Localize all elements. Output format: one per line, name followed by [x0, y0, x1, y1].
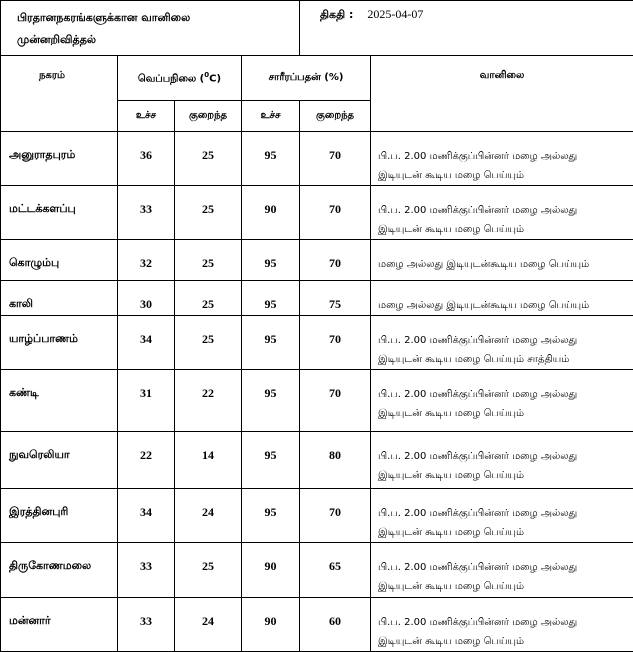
weather-line-2: இடியுடன் கூடிய மழை பெய்யும் [378, 166, 633, 185]
city-name: இரத்தினபுரி [1, 489, 118, 543]
table-row [1, 543, 633, 598]
title-row [1, 1, 633, 56]
weather-line-1: மழை அல்லது இடியுடன்கூடிய மழை பெய்யும் [378, 255, 633, 274]
table-row [1, 240, 633, 281]
weather-description [371, 370, 633, 432]
city-name: மன்னார் [1, 598, 118, 652]
weather-line-1: பி.ப. 2.00 மணிக்குப்பின்னர் மழை அல்லது [378, 613, 633, 632]
humidity-max: 90 [242, 186, 300, 240]
city-name: காலி [1, 281, 118, 316]
table-row [1, 132, 633, 186]
column-header-temperature [118, 56, 242, 101]
date-value: 2025-04-07 [367, 7, 423, 21]
weather-description [371, 598, 633, 652]
humidity-min: 65 [300, 543, 371, 598]
city-name: அனுராதபுரம் [1, 132, 118, 186]
weather-line-1: பி.ப. 2.00 மணிக்குப்பின்னர் மழை அல்லது [378, 504, 633, 523]
humidity-max: 95 [242, 132, 300, 186]
weather-description [371, 186, 633, 240]
table-row [1, 281, 633, 316]
weather-description [371, 132, 633, 186]
subheader-temp-min: குறைந்த [175, 101, 242, 132]
temp-min: 25 [175, 186, 242, 240]
humidity-min: 70 [300, 489, 371, 543]
humidity-min: 70 [300, 186, 371, 240]
humidity-max: 95 [242, 489, 300, 543]
table-row [1, 598, 633, 652]
city-name: கண்டி [1, 370, 118, 432]
weather-line-2: இடியுடன் கூடிய மழை பெய்யும் [378, 577, 633, 596]
weather-line-1: மழை அல்லது இடியுடன்கூடிய மழை பெய்யும் [378, 296, 633, 315]
temp-max: 36 [118, 132, 175, 186]
city-name: மட்டக்களப்பு [1, 186, 118, 240]
temp-max: 34 [118, 489, 175, 543]
humidity-min: 60 [300, 598, 371, 652]
temperature-unit: C) [209, 73, 221, 84]
title-line-2: முன்னறிவித்தல் [17, 33, 96, 46]
header-row [1, 56, 633, 101]
humidity-max: 95 [242, 432, 300, 489]
humidity-min: 70 [300, 370, 371, 432]
humidity-max: 90 [242, 543, 300, 598]
temp-max: 33 [118, 598, 175, 652]
column-header-humidity: சாரீரப்பதன் (%) [242, 56, 371, 101]
temp-min: 14 [175, 432, 242, 489]
humidity-max: 90 [242, 598, 300, 652]
weather-line-1: பி.ப. 2.00 மணிக்குப்பின்னர் மழை அல்லது [378, 558, 633, 577]
title-line-1: பிரதானநகரங்களுக்கான வானிலை [17, 11, 190, 24]
table-row [1, 316, 633, 370]
weather-line-1: பி.ப. 2.00 மணிக்குப்பின்னர் மழை அல்லது [378, 447, 633, 466]
table-row [1, 370, 633, 432]
temp-min: 25 [175, 132, 242, 186]
temperature-degree: 0 [204, 71, 209, 79]
temp-max: 30 [118, 281, 175, 316]
temp-min: 22 [175, 370, 242, 432]
temp-max: 31 [118, 370, 175, 432]
city-name: திருகோணமலை [1, 543, 118, 598]
subheader-temp-max: உச்ச [118, 101, 175, 132]
weather-line-1: பி.ப. 2.00 மணிக்குப்பின்னர் மழை அல்லது [378, 147, 633, 166]
date-block [300, 1, 633, 56]
weather-line-2: இடியுடன் கூடிய மழை பெய்யும் [378, 632, 633, 651]
humidity-max: 95 [242, 370, 300, 432]
humidity-min: 70 [300, 132, 371, 186]
column-header-weather: வானிலை [371, 56, 633, 132]
temp-min: 25 [175, 281, 242, 316]
weather-description [371, 316, 633, 370]
city-name: கொழும்பு [1, 240, 118, 281]
weather-line-1: பி.ப. 2.00 மணிக்குப்பின்னர் மழை அல்லது [378, 201, 633, 220]
weather-line-2: இடியுடன் கூடிய மழை பெய்யும் [378, 220, 633, 239]
humidity-min: 70 [300, 240, 371, 281]
humidity-min: 80 [300, 432, 371, 489]
report-title [1, 1, 300, 56]
city-name: யாழ்ப்பாணம் [1, 316, 118, 370]
temp-max: 22 [118, 432, 175, 489]
column-header-city: நகரம் [1, 56, 118, 132]
humidity-min: 70 [300, 316, 371, 370]
table-row [1, 432, 633, 489]
weather-description [371, 281, 633, 316]
temp-max: 33 [118, 186, 175, 240]
weather-line-1: பி.ப. 2.00 மணிக்குப்பின்னர் மழை அல்லது [378, 385, 633, 404]
city-name: நுவரெலியா [1, 432, 118, 489]
temp-min: 25 [175, 240, 242, 281]
humidity-max: 95 [242, 316, 300, 370]
temperature-label: வெப்பநிலை ( [138, 73, 204, 84]
temp-max: 34 [118, 316, 175, 370]
weather-line-2: இடியுடன் கூடிய மழை பெய்யும் [378, 466, 633, 485]
temp-max: 32 [118, 240, 175, 281]
date-label: திகதி : [320, 8, 353, 21]
table-row [1, 489, 633, 543]
weather-description [371, 489, 633, 543]
temp-min: 25 [175, 316, 242, 370]
weather-description [371, 240, 633, 281]
subheader-humidity-min: குறைந்த [300, 101, 371, 132]
temp-min: 24 [175, 598, 242, 652]
weather-line-2: இடியுடன் கூடிய மழை பெய்யும் சாத்தியம் [378, 350, 633, 369]
humidity-max: 95 [242, 281, 300, 316]
subheader-humidity-max: உச்ச [242, 101, 300, 132]
weather-description [371, 432, 633, 489]
humidity-min: 75 [300, 281, 371, 316]
temp-min: 25 [175, 543, 242, 598]
temp-max: 33 [118, 543, 175, 598]
weather-line-1: பி.ப. 2.00 மணிக்குப்பின்னர் மழை அல்லது [378, 331, 633, 350]
weather-line-2: இடியுடன் கூடிய மழை பெய்யும் [378, 523, 633, 542]
weather-description [371, 543, 633, 598]
humidity-max: 95 [242, 240, 300, 281]
weather-line-2: இடியுடன் கூடிய மழை பெய்யும் [378, 404, 633, 423]
temp-min: 24 [175, 489, 242, 543]
table-row [1, 186, 633, 240]
